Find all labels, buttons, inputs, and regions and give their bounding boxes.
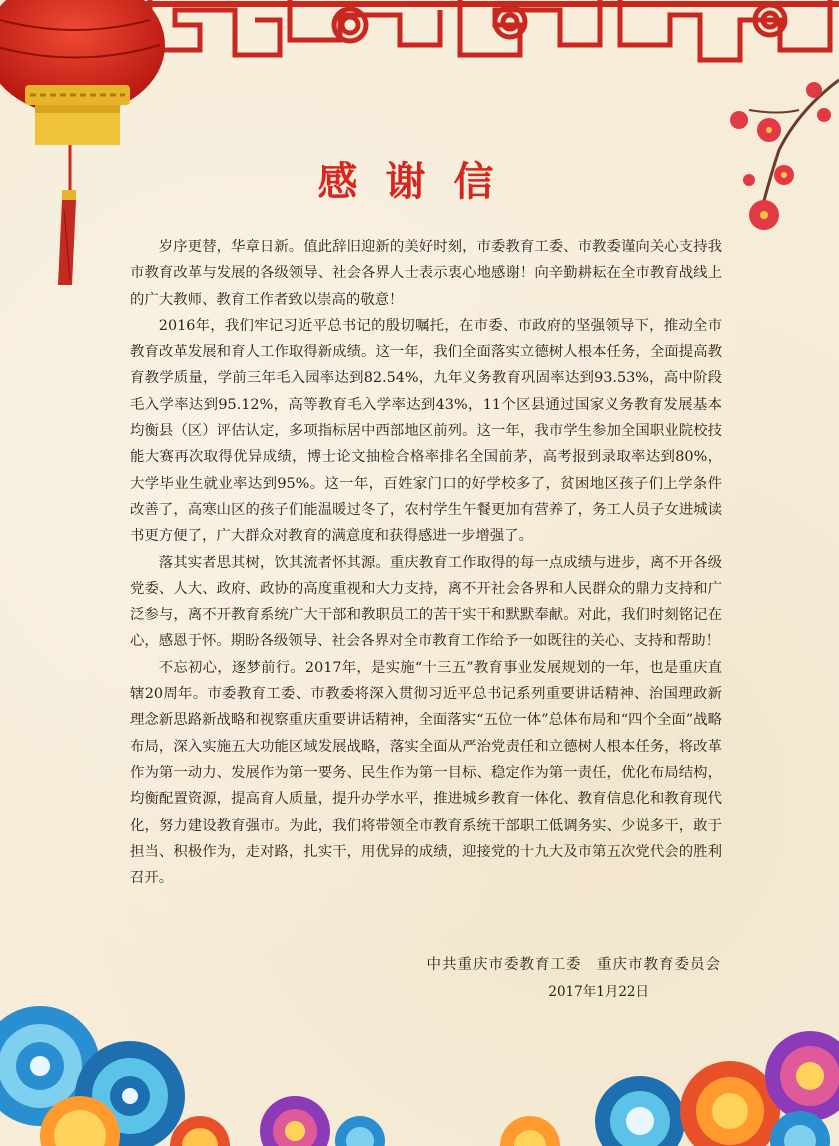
paragraph: 不忘初心，逐梦前行。2017年，是实施“十三五”教育事业发展规划的一年，也是重庆直辖20周年。市委教育工委、市教委将深入贯彻习近平总书记系列重要讲话精神、治国理政新理念新思路新战略和视察重庆重要讲话精神，全面落实“五位一体”总体布局和“四个全面”战略布局，深入实施五大功能区域发展战略，落实全面从严治党责任和立德树人根本任务，将改革作为第一动力、发展作为第一要务、民生作为第一目标、稳定作为第一责任，优化布局结构，均衡配置资源，提高育人质量，提升办学水平，推进城乡教育一体化、教育信息化和教育现代化，努力建设教育强市。为此，我们将带领全市教育系统干部职工低调务实、少说多干，敢于担当、积极作为，走对路，扎实干，用优异的成绩，迎接党的十九大及市第五次党代会的胜利召开。 (130, 659, 722, 887)
paragraph: 落其实者思其树，饮其流者怀其源。重庆教育工作取得的每一点成绩与进步，离不开各级党委、人大、政府、政协的高度重视和大力支持，离不开社会各界和人民群众的鼎力支持和广泛参与，离不开教育系统广大干部和教职员工的苦干实干和默默奉献。对此，我们时刻铭记在心，感恩于怀。期盼各级领导、社会各界对全市教育工作给予一如既往的关心、支持和帮助！ (130, 554, 722, 650)
signature-date: 2017年1月22日 (548, 984, 649, 1000)
auspicious-cloud-icon (0, 946, 839, 1146)
signature: 中共重庆市委教育工委 重庆市教育委员会 (426, 957, 721, 973)
paragraph: 岁序更替，华章日新。值此辞旧迎新的美好时刻，市委教育工委、市教委谨向关心支持我市教育改革与发展的各级领导、社会各界人士表示衷心地感谢！向辛勤耕耘在全市教育战线上的广大教师、教育工作者致以崇高的敬意！ (130, 239, 722, 308)
letter-body (130, 234, 722, 891)
page-title: 感谢信 (317, 158, 522, 205)
paragraph: 2016年，我们牢记习近平总书记的殷切嘱托，在市委、市政府的坚强领导下，推动全市教育改革发展和育人工作取得新成绩。这一年，我们全面落实立德树人根本任务，全面提高教育教学质量，学前三年毛入园率达到82.54%，九年义务教育巩固率达到93.53%，高中阶段毛入学率达到95.12%，高等教育毛入学率达到43%，11个区县通过国家义务教育发展基本均衡县（区）评估认定，多项指标居中西部地区前列。这一年，我市学生参加全国职业院校技能大赛再次取得优异成绩，博士论文抽检合格率排名全国前茅，高考报到录取率达到80%，大学毕业生就业率达到95%。这一年，百姓家门口的好学校多了，贫困地区孩子们上学条件改善了，高寒山区的孩子们能温暖过冬了，农村学生午餐更加有营养了，务工人员子女进城读书更方便了，广大群众对教育的满意度和获得感进一步增强了。 (130, 317, 722, 545)
